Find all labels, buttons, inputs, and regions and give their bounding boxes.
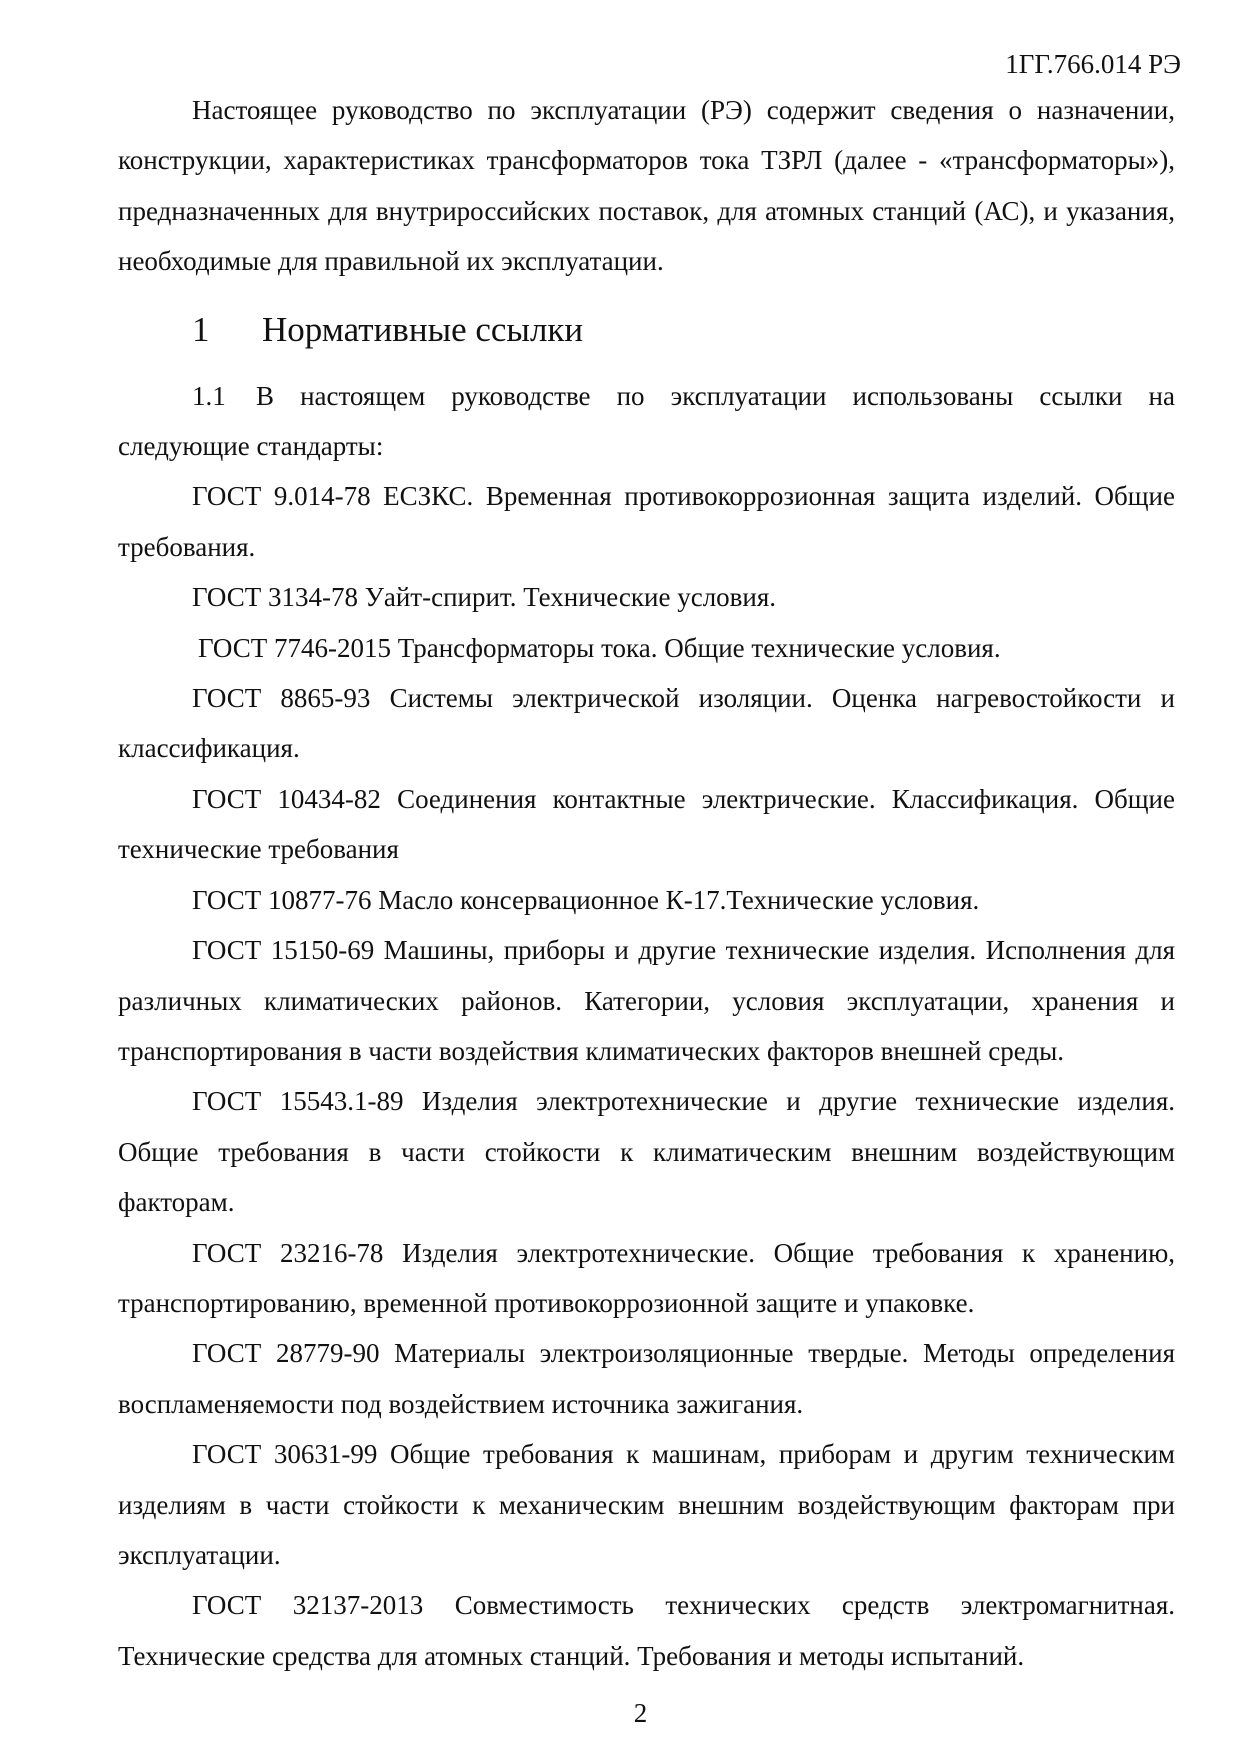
- standard-item: ГОСТ 10877-76 Масло консервационное К-17.Технические условия.: [192, 884, 980, 915]
- standard-item: ГОСТ 15543.1-89 Изделия электротехнические и другие технические изделия. Общие требования в части стойкости к климатическим внешним воздействующим факторам.: [118, 1086, 1175, 1218]
- standard-item: ГОСТ 32137-2013 Совместимость технических средств электромагнитная. Технические средства для атомных станций. Требования и методы испытаний.: [118, 1590, 1175, 1671]
- section-heading: [118, 305, 1175, 355]
- section-title: Нормативные ссылки: [262, 309, 584, 349]
- standard-item: ГОСТ 8865-93 Системы электрической изоляции. Оценка нагревостойкости и классификация.: [118, 683, 1175, 764]
- clause-text: В настоящем руководстве по эксплуатации использованы ссылки на следующие стандарты:: [118, 380, 1175, 462]
- page-content: [118, 85, 1175, 1681]
- section-number: 1: [192, 309, 210, 349]
- intro-paragraph: Настоящее руководство по эксплуатации (РЭ) содержит сведения о назначении, конструкции, характеристиках трансформаторов тока ТЗРЛ (далее - «трансформаторы»), предназначенных для внутрироссийских поставок, для атомных станций (АС), и указания, необходимые для правильной их эксплуатации.: [118, 95, 1175, 277]
- standard-item: ГОСТ 9.014-78 ЕСЗКС. Временная противокоррозионная защита изделий. Общие требования.: [118, 481, 1175, 562]
- clause-number: 1.1: [192, 380, 226, 411]
- document-code: 1ГГ.766.014 РЭ: [1005, 49, 1181, 79]
- page-number: 2: [633, 1698, 648, 1728]
- standard-item: ГОСТ 10434-82 Соединения контактные электрические. Классификация. Общие технические требования: [118, 783, 1175, 865]
- standard-item: ГОСТ 23216-78 Изделия электротехнические. Общие требования к хранению, транспортированию, временной противокоррозионной защите и упаковке.: [118, 1237, 1175, 1318]
- standard-item: ГОСТ 28779-90 Материалы электроизоляционные твердые. Методы определения воспламеняемости под воздействием источника зажигания.: [118, 1338, 1175, 1419]
- standard-item: ГОСТ 7746-2015 Трансформаторы тока. Общие технические условия.: [198, 632, 1001, 663]
- standard-item: ГОСТ 15150-69 Машины, приборы и другие технические изделия. Исполнения для различных климатических районов. Категории, условия эксплуатации, хранения и транспортирования в части воздействия климатических факторов внешней среды.: [118, 935, 1175, 1066]
- standard-item: ГОСТ 30631-99 Общие требования к машинам, приборам и другим техническим изделиям в части стойкости к механическим внешним воздействующим факторам при эксплуатации.: [118, 1439, 1175, 1570]
- clause-paragraph: [118, 371, 1175, 472]
- standard-item: ГОСТ 3134-78 Уайт-спирит. Технические условия.: [192, 582, 777, 613]
